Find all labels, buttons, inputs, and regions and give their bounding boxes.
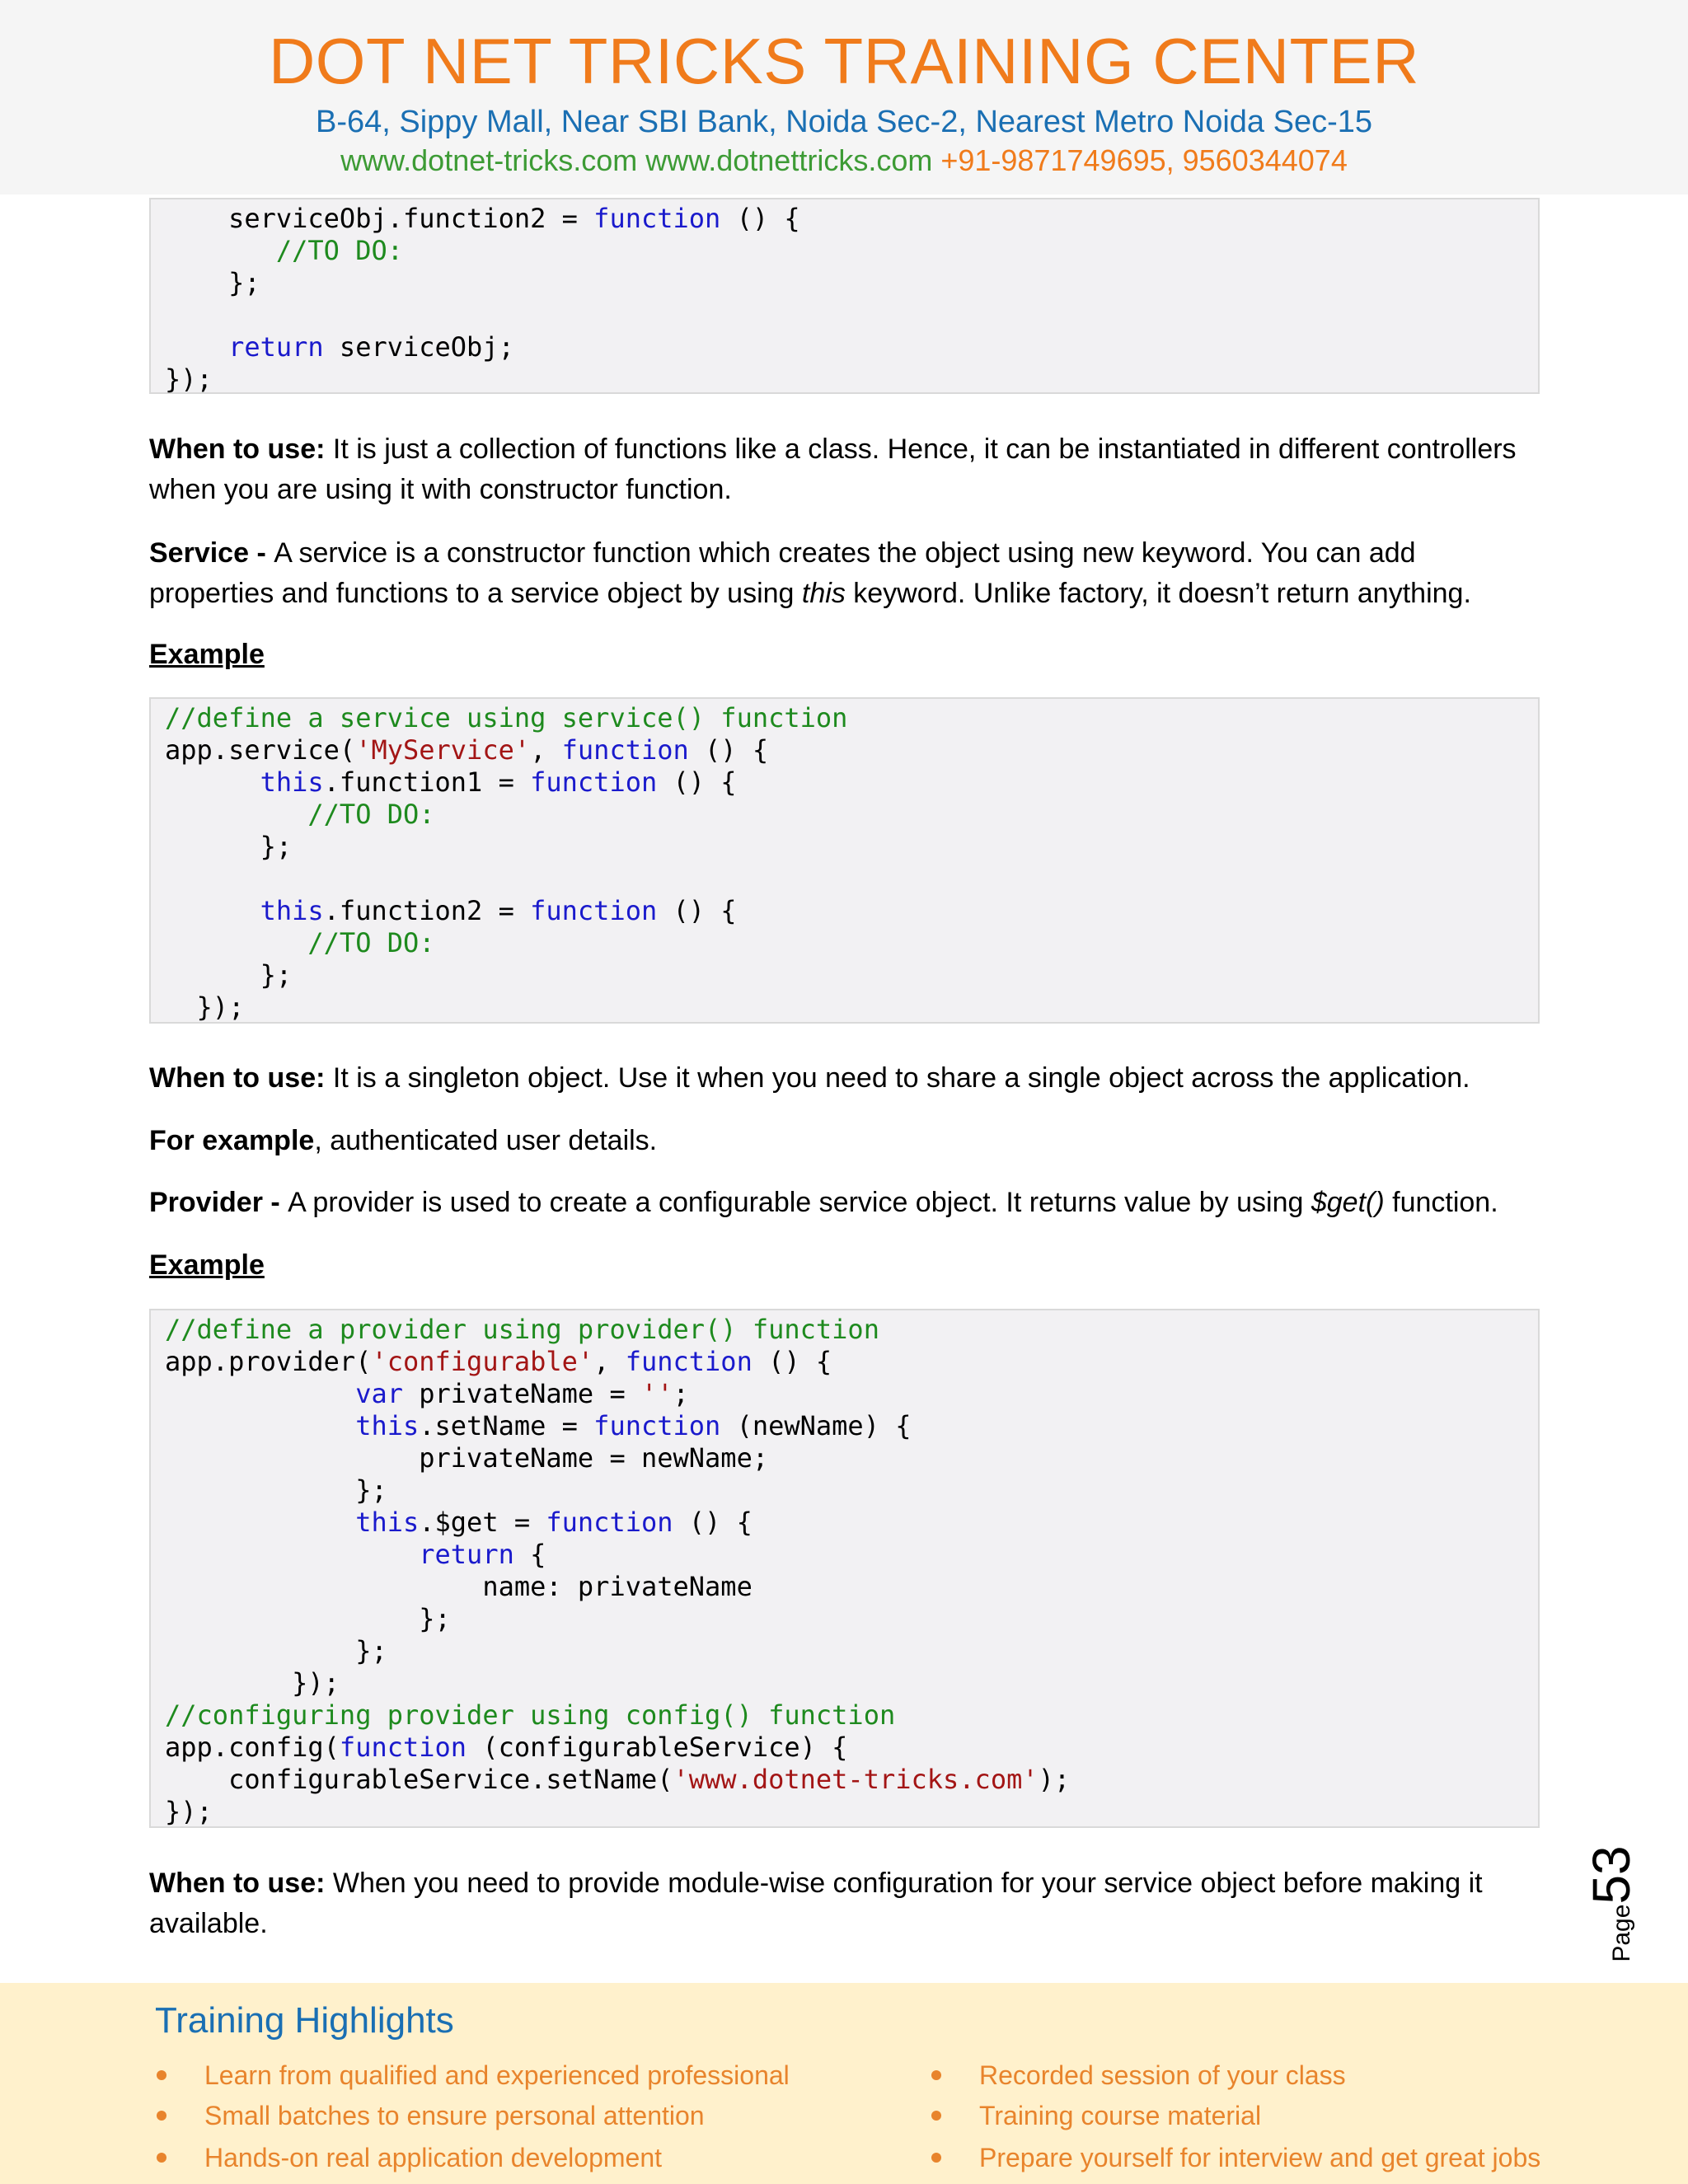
code-line: };: [165, 1474, 387, 1506]
code-line: });: [165, 1796, 213, 1827]
code-line: var privateName = '';: [355, 1378, 689, 1409]
code-line: return serviceObj;: [228, 331, 514, 363]
code-line: app.config(function (configurableService) {: [165, 1732, 848, 1763]
code-line: };: [165, 1635, 387, 1666]
code-line: name: privateName: [165, 1571, 753, 1602]
bullet-icon: [157, 2153, 166, 2163]
code-line: //configuring provider using config() function: [165, 1699, 896, 1731]
code-line: //TO DO:: [165, 927, 435, 958]
for-example-note: For example, authenticated user details.: [149, 1125, 658, 1156]
code-line: this.function2 = function () {: [260, 895, 737, 926]
code-line: configurableService.setName('www.dotnet-tricks.com');: [165, 1764, 1071, 1795]
code-line: this.setName = function (newName) {: [355, 1410, 912, 1441]
code-block-factory-end: [149, 198, 1540, 394]
code-line: };: [165, 959, 293, 991]
bullet-icon: [157, 2070, 166, 2080]
header-contact: [0, 142, 1688, 180]
example-heading-service: Example: [149, 639, 265, 670]
page-header: [0, 0, 1688, 194]
service-when-to-use: When to use: It is a singleton object. Use it when you need to share a single object across the application.: [149, 1062, 1470, 1094]
page-number-label: Page53: [1582, 1845, 1641, 1962]
code-line: //TO DO:: [165, 799, 435, 830]
code-line: serviceObj.function2 = function () {: [165, 203, 800, 234]
footer-title: Training Highlights: [155, 2000, 454, 2041]
factory-when-to-use: When to use: It is just a collection of functions like a class. Hence, it can be instantiated in different controllers when you are using it with constructor function.: [149, 434, 1517, 505]
code-line: //define a provider using provider() function: [165, 1314, 879, 1345]
code-line: });: [165, 1667, 340, 1699]
code-block-service: [149, 697, 1540, 1024]
code-line: privateName = newName;: [165, 1442, 769, 1474]
highlight-item: Small batches to ensure personal attention: [204, 2101, 705, 2130]
highlight-item: Hands-on real application development: [204, 2143, 663, 2172]
code-line: };: [165, 1603, 451, 1634]
bullet-icon: [157, 2111, 166, 2121]
bullet-icon: [931, 2153, 941, 2163]
provider-when-to-use: When to use: When you need to provide module-wise configuration for your service object before making it available.: [149, 1868, 1483, 1939]
code-line: app.service('MyService', function () {: [165, 734, 769, 766]
highlight-item: Training course material: [979, 2101, 1262, 2130]
header-title: DOT NET TRICKS TRAINING CENTER: [268, 25, 1420, 97]
code-line: return {: [419, 1539, 546, 1570]
bullet-icon: [931, 2111, 941, 2121]
code-line: };: [165, 267, 260, 298]
code-line: this.$get = function () {: [355, 1507, 753, 1538]
example-heading-provider: Example: [149, 1249, 265, 1281]
code-line: //define a service using service() function: [165, 702, 848, 733]
service-description: Service - A service is a constructor function which creates the object using new keyword. You can add properties and functions to a service object by using this keyword. Unlike factory, it doesn’t return anything.: [149, 537, 1471, 609]
code-line-blank: [165, 299, 1538, 331]
page-number: [1566, 1821, 1657, 1986]
code-line: app.provider('configurable', function () {: [165, 1346, 832, 1377]
highlight-item: Recorded session of your class: [979, 2060, 1346, 2090]
bullet-icon: [931, 2070, 941, 2080]
header-address: B-64, Sippy Mall, Near SBI Bank, Noida Sec-2, Nearest Metro Noida Sec-15: [315, 105, 1373, 139]
code-line: });: [165, 363, 213, 395]
provider-description: Provider - A provider is used to create a configurable service object. It returns value by using $get() function.: [149, 1187, 1498, 1218]
training-highlights-footer: [0, 1983, 1688, 2184]
code-line-blank: [165, 863, 1538, 895]
code-block-provider: [149, 1309, 1540, 1828]
code-line: });: [165, 991, 245, 1023]
highlight-item: Learn from qualified and experienced professional: [204, 2060, 790, 2090]
code-line: };: [165, 831, 293, 862]
highlight-item: Prepare yourself for interview and get great jobs: [979, 2143, 1541, 2172]
header-phones: +91-9871749695, 9560344074: [940, 143, 1348, 177]
code-line: //TO DO:: [165, 235, 403, 266]
code-line: this.function1 = function () {: [260, 766, 737, 798]
header-websites[interactable]: www.dotnet-tricks.com www.dotnettricks.com: [340, 143, 933, 177]
